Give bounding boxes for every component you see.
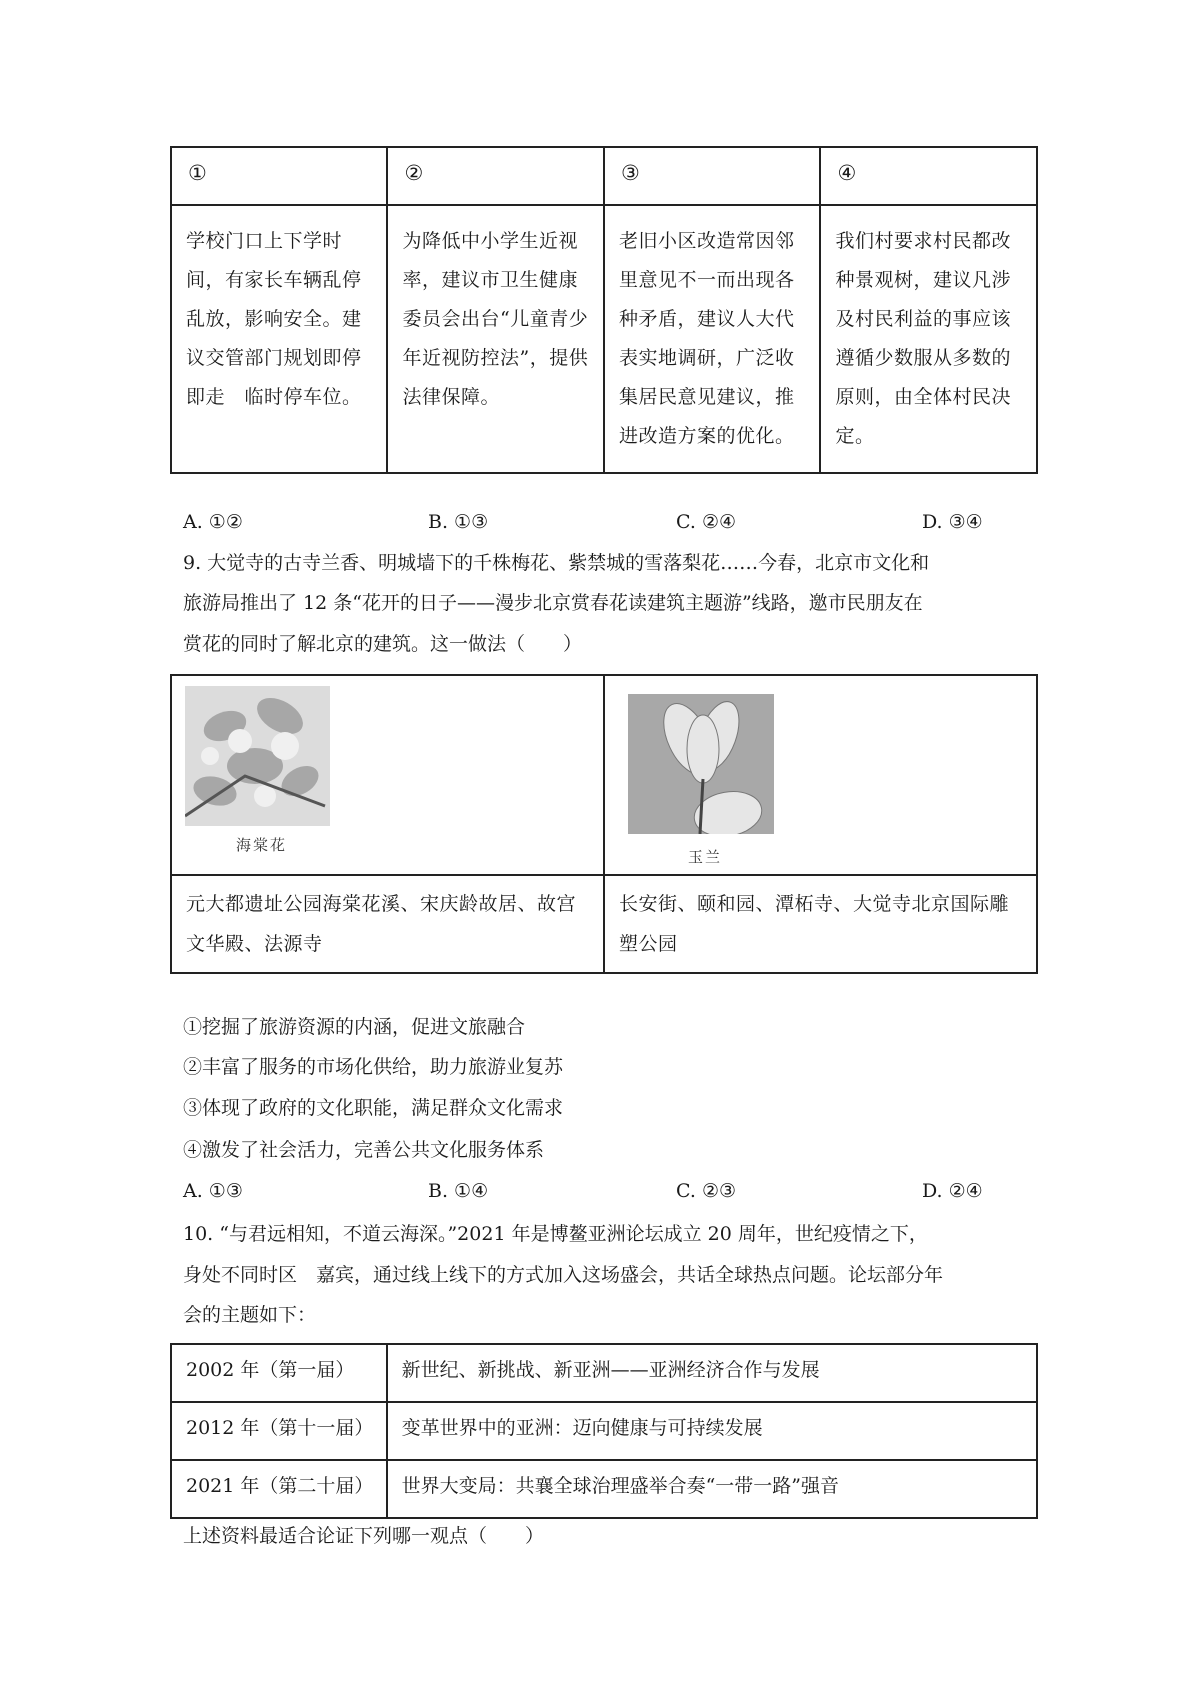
q10-theme-cell: 世界大变局：共襄全球治理盛举合奏“一带一路”强音 <box>387 1460 1037 1518</box>
q10-theme-cell: 变革世界中的亚洲：迈向健康与可持续发展 <box>387 1402 1037 1460</box>
q8-option-b[interactable]: B. ①③ <box>428 511 489 533</box>
q8-case-table <box>170 146 1038 474</box>
q8-case-cell: 老旧小区改造常因邻里意见不一而出现各种矛盾，建议人大代表实地调研，广泛收集居民意见建议，推进改造方案的优化。 <box>604 205 820 473</box>
magnolia-caption: 玉兰 <box>688 848 723 866</box>
q8-header-cell: ④ <box>820 147 1037 205</box>
q9-stem-line: 9. 大觉寺的古寺兰香、明城墙下的千株梅花、紫禁城的雪落梨花……今春，北京市文化和 <box>183 552 930 574</box>
q9-places-cell: 长安街、颐和园、潭柘寺、大觉寺北京国际雕塑公园 <box>604 875 1037 973</box>
q8-option-c[interactable]: C. ②④ <box>676 511 737 533</box>
q9-option-c[interactable]: C. ②③ <box>676 1180 737 1202</box>
q10-year-cell: 2012 年（第十一届） <box>171 1402 387 1460</box>
q8-case-cell: 学校门口上下学时间，有家长车辆乱停乱放，影响安全。建议交管部门规划即停即走 临时停车位。 <box>171 205 387 473</box>
q8-case-cell: 我们村要求村民都改种景观树，建议凡涉及村民利益的事应该遵循少数服从多数的原则，由全体村民决定。 <box>820 205 1037 473</box>
q9-statement: ④激发了社会活力，完善公共文化服务体系 <box>183 1139 545 1161</box>
q10-theme-cell: 新世纪、新挑战、新亚洲——亚洲经济合作与发展 <box>387 1344 1037 1402</box>
q8-header-cell: ③ <box>604 147 820 205</box>
q9-option-d[interactable]: D. ②④ <box>922 1180 983 1202</box>
q8-option-d[interactable]: D. ③④ <box>922 511 983 533</box>
q9-stem-line: 赏花的同时了解北京的建筑。这一做法（ ） <box>183 633 583 655</box>
q10-question: 上述资料最适合论证下列哪一观点（ ） <box>183 1525 545 1547</box>
q9-option-a[interactable]: A. ①③ <box>183 1180 243 1202</box>
q9-statement: ①挖掘了旅游资源的内涵，促进文旅融合 <box>183 1016 526 1038</box>
crabapple-caption: 海棠花 <box>236 836 288 854</box>
q10-stem-line: 身处不同时区 嘉宾，通过线上线下的方式加入这场盛会，共话全球热点问题。论坛部分年 <box>183 1264 944 1286</box>
magnolia-flower-image <box>628 694 774 834</box>
q10-year-cell: 2021 年（第二十届） <box>171 1460 387 1518</box>
q9-stem-line: 旅游局推出了 12 条“花开的日子——漫步北京赏春花读建筑主题游”线路，邀市民朋友在 <box>183 592 923 614</box>
q10-year-cell: 2002 年（第一届） <box>171 1344 387 1402</box>
q10-stem-line: 10. “与君远相知，不道云海深。”2021 年是博鳌亚洲论坛成立 20 周年，世纪疫情之下， <box>183 1223 928 1245</box>
q9-places-cell: 元大都遗址公园海棠花溪、宋庆龄故居、故宫文华殿、法源寺 <box>171 875 604 973</box>
q8-option-a[interactable]: A. ①② <box>183 511 243 533</box>
q8-header-cell: ② <box>387 147 604 205</box>
q9-option-b[interactable]: B. ①④ <box>428 1180 489 1202</box>
crabapple-flower-image <box>185 686 330 826</box>
q10-theme-table <box>170 1343 1038 1519</box>
q9-statement: ②丰富了服务的市场化供给，助力旅游业复苏 <box>183 1056 564 1078</box>
q9-statement: ③体现了政府的文化职能，满足群众文化需求 <box>183 1097 564 1119</box>
q8-case-cell: 为降低中小学生近视率，建议市卫生健康委员会出台“儿童青少年近视防控法”，提供法律保障。 <box>387 205 604 473</box>
q10-stem-line: 会的主题如下： <box>183 1304 317 1326</box>
q8-header-cell: ① <box>171 147 387 205</box>
